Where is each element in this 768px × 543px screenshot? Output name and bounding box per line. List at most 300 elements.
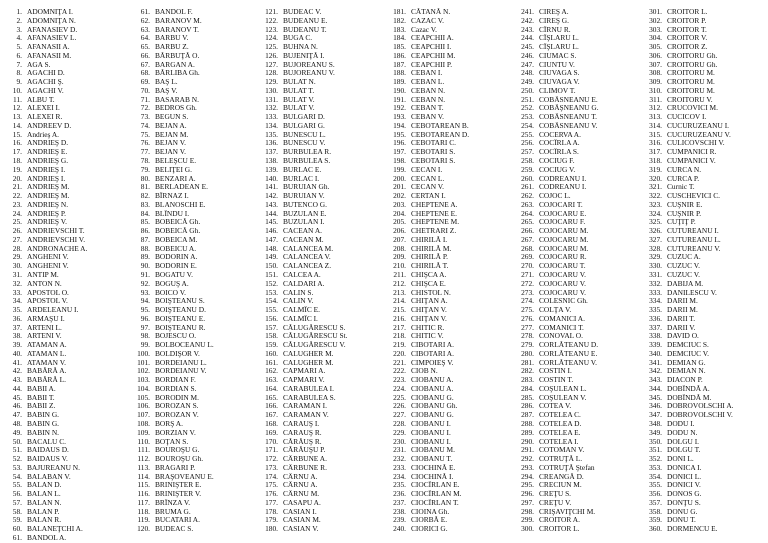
- list-item: [384, 26, 512, 35]
- entry-number: 225.: [393, 393, 406, 402]
- entry-name: CIOCHINĂ E.: [411, 463, 456, 472]
- list-item: [256, 473, 384, 482]
- list-item: [0, 236, 128, 245]
- entry-number: 336.: [649, 314, 662, 323]
- entry-number: 324.: [649, 209, 662, 218]
- entry-name: CIOBANU T.: [411, 455, 453, 464]
- entry-name: CALANCEA Z.: [283, 262, 332, 271]
- entry-number: 275.: [521, 306, 534, 315]
- list-item: [512, 280, 640, 289]
- entry-name: BÎRNAZ I.: [155, 192, 189, 201]
- list-item: [0, 245, 128, 254]
- entry-name: ANDRIEŞ M.: [27, 192, 70, 201]
- list-item: [384, 131, 512, 140]
- entry-number: 63.: [140, 25, 150, 34]
- entry-number: 256.: [521, 139, 534, 148]
- list-item: [128, 104, 256, 113]
- entry-number: 171.: [265, 446, 278, 455]
- entry-name: COJOCARU M.: [539, 227, 589, 236]
- entry-name: CIREŞ G.: [539, 16, 569, 25]
- entry-number: 133.: [265, 113, 278, 122]
- entry-name: DARII V.: [667, 323, 696, 332]
- entry-name: BALAN N.: [27, 498, 62, 507]
- entry-number: 20.: [12, 174, 22, 183]
- entry-name: CUZUC V.: [667, 262, 700, 271]
- list-item: [0, 43, 128, 52]
- list-item: [0, 262, 128, 271]
- entry-name: BOROZAN S.: [155, 402, 199, 411]
- list-item: [640, 280, 768, 289]
- entry-name: COTOMAN V.: [539, 446, 585, 455]
- entry-name: CRIŞAVIŢCHI M.: [539, 507, 596, 516]
- list-item: [640, 516, 768, 525]
- entry-name: AFANASII M.: [27, 51, 72, 60]
- entry-name: CĂRĂUŞ R.: [283, 437, 322, 446]
- entry-name: CIOCÎRLAN T.: [411, 498, 459, 507]
- entry-number: 277.: [521, 323, 534, 332]
- list-item: [0, 227, 128, 236]
- list-item: [384, 481, 512, 490]
- list-item: [640, 297, 768, 306]
- entry-name: BUJOREANU S.: [283, 60, 335, 69]
- list-item: [640, 253, 768, 262]
- entry-number: 56.: [12, 490, 22, 499]
- entry-number: 185.: [393, 43, 406, 52]
- entry-number: 312.: [649, 104, 662, 113]
- entry-number: 240.: [393, 525, 406, 534]
- entry-name: ANGHENI V.: [27, 262, 69, 271]
- entry-name: CREANGĂ D.: [539, 472, 584, 481]
- entry-number: 76.: [140, 139, 150, 148]
- entry-name: APOSTOL V.: [27, 297, 68, 306]
- entry-name: CUMPANICI V.: [667, 157, 716, 166]
- list-item: [0, 499, 128, 508]
- entry-number: 84.: [140, 209, 150, 218]
- entry-number: 10.: [12, 86, 22, 95]
- entry-number: 70.: [140, 86, 150, 95]
- entry-name: COTELEA E.: [539, 428, 581, 437]
- entry-number: 81.: [140, 183, 150, 192]
- entry-number: 24.: [12, 209, 22, 218]
- entry-number: 21.: [12, 183, 22, 192]
- entry-number: 105.: [137, 393, 150, 402]
- entry-number: 318.: [649, 157, 662, 166]
- list-item: [256, 402, 384, 411]
- entry-name: BOLDIŞOR V.: [155, 349, 200, 358]
- list-item: [512, 148, 640, 157]
- list-item: [0, 289, 128, 298]
- list-item: [512, 52, 640, 61]
- entry-name: CIOBANU M.: [411, 446, 455, 455]
- entry-number: 170.: [265, 437, 278, 446]
- entry-name: CEBOTARI S.: [411, 157, 456, 166]
- entry-number: 168.: [265, 419, 278, 428]
- entry-number: 164.: [265, 384, 278, 393]
- entry-name: BOBEICA M.: [155, 235, 198, 244]
- list-item: [128, 306, 256, 315]
- list-item: [0, 148, 128, 157]
- entry-name: CÂRBUNE A.: [283, 455, 327, 464]
- entry-name: CARABULEA S.: [283, 393, 336, 402]
- entry-name: BOIŞTEANU S.: [155, 297, 205, 306]
- list-item: [0, 420, 128, 429]
- entry-name: DOLGU T.: [667, 446, 701, 455]
- entry-number: 39.: [12, 341, 22, 350]
- entry-name: BOIŞTEANU D.: [155, 306, 206, 315]
- entry-number: 244.: [521, 34, 534, 43]
- list-item: [256, 227, 384, 236]
- entry-name: ARMAŞU I.: [27, 314, 65, 323]
- list-item: [384, 227, 512, 236]
- entry-number: 26.: [12, 227, 22, 236]
- entry-name: CURCA N.: [667, 165, 702, 174]
- entry-number: 329.: [649, 253, 662, 262]
- entry-number: 266.: [521, 227, 534, 236]
- list-item: [256, 446, 384, 455]
- entry-number: 350.: [649, 437, 662, 446]
- list-item: [640, 376, 768, 385]
- list-item: [640, 508, 768, 517]
- list-item: [128, 17, 256, 26]
- entry-number: 337.: [649, 323, 662, 332]
- entry-number: 233.: [393, 463, 406, 472]
- list-item: [512, 166, 640, 175]
- list-item: [0, 8, 128, 17]
- entry-number: 339.: [649, 341, 662, 350]
- entry-name: CALCEA A.: [283, 270, 321, 279]
- entry-number: 207.: [393, 235, 406, 244]
- entry-number: 161.: [265, 358, 278, 367]
- entry-name: DORMENCU E.: [667, 525, 718, 534]
- entry-name: BOLBOCEANU L.: [155, 341, 214, 350]
- name-column: [384, 8, 512, 543]
- entry-number: 186.: [393, 51, 406, 60]
- list-item: [128, 464, 256, 473]
- list-item: [0, 271, 128, 280]
- entry-name: BUDEAC S.: [155, 525, 194, 534]
- entry-number: 242.: [521, 16, 534, 25]
- entry-number: 150.: [265, 262, 278, 271]
- entry-number: 61.: [12, 533, 22, 542]
- entry-name: CUMPANICI R.: [667, 148, 717, 157]
- list-item: [128, 87, 256, 96]
- entry-name: CEAPCHII M.: [411, 51, 456, 60]
- entry-number: 73.: [140, 113, 150, 122]
- name-column: [128, 8, 256, 543]
- entry-name: BLÎNDU I.: [155, 209, 190, 218]
- entry-name: CUZUC V.: [667, 270, 700, 279]
- list-item: [256, 525, 384, 534]
- list-item: [384, 166, 512, 175]
- entry-number: 100.: [137, 349, 150, 358]
- entry-name: CHIRILĂ I.: [411, 235, 448, 244]
- list-item: [512, 464, 640, 473]
- entry-number: 299.: [521, 516, 534, 525]
- entry-name: ANDRIEVSCHI T.: [27, 227, 85, 236]
- entry-name: BEGUN S.: [155, 113, 189, 122]
- list-item: [0, 131, 128, 140]
- entry-number: 278.: [521, 332, 534, 341]
- entry-number: 210.: [393, 262, 406, 271]
- entry-name: DONOS G.: [667, 490, 702, 499]
- list-item: [128, 367, 256, 376]
- entry-number: 187.: [393, 60, 406, 69]
- entry-name: CUSCHEVICI C.: [667, 192, 720, 201]
- entry-name: CIORICI G.: [411, 525, 448, 534]
- list-item: [128, 43, 256, 52]
- entry-number: 113.: [137, 463, 150, 472]
- list-item: [384, 139, 512, 148]
- list-item: [128, 429, 256, 438]
- entry-number: 217.: [393, 323, 406, 332]
- list-item: [256, 455, 384, 464]
- entry-name: CORLĂTEANU E.: [539, 349, 598, 358]
- entry-name: APOSTOL O.: [27, 288, 69, 297]
- entry-number: 38.: [12, 332, 22, 341]
- list-item: [512, 385, 640, 394]
- entry-name: CHIŞCA E.: [411, 279, 446, 288]
- list-item: [0, 455, 128, 464]
- list-item: [128, 516, 256, 525]
- list-item: [640, 525, 768, 534]
- list-item: [512, 350, 640, 359]
- entry-name: COJOCARU F.: [539, 218, 586, 227]
- list-item: [640, 69, 768, 78]
- list-item: [512, 490, 640, 499]
- entry-number: 116.: [137, 490, 150, 499]
- entry-name: BUHNA N.: [283, 43, 318, 52]
- list-item: [512, 227, 640, 236]
- entry-name: CEBAN L.: [411, 78, 445, 87]
- entry-name: ANGHENI V.: [27, 253, 69, 262]
- entry-name: CÎŞLARU L.: [539, 43, 579, 52]
- entry-name: CROITORU M.: [667, 78, 715, 87]
- list-item: [384, 52, 512, 61]
- list-item: [640, 43, 768, 52]
- list-item: [384, 148, 512, 157]
- entry-number: 118.: [137, 507, 150, 516]
- list-item: [384, 122, 512, 131]
- list-item: [0, 297, 128, 306]
- list-item: [512, 17, 640, 26]
- entry-number: 71.: [140, 95, 150, 104]
- entry-number: 316.: [649, 139, 662, 148]
- list-item: [384, 473, 512, 482]
- entry-name: BOŢAN S.: [155, 437, 189, 446]
- entry-number: 36.: [12, 314, 22, 323]
- list-item: [640, 402, 768, 411]
- list-item: [384, 8, 512, 17]
- list-item: [0, 438, 128, 447]
- entry-number: 122.: [265, 16, 278, 25]
- list-item: [512, 455, 640, 464]
- entry-name: CIORBĂ E.: [411, 516, 448, 525]
- entry-number: 102.: [137, 367, 150, 376]
- entry-name: BUZULAN I.: [283, 218, 325, 227]
- entry-name: DODU I.: [667, 419, 695, 428]
- list-item: [512, 96, 640, 105]
- list-item: [128, 34, 256, 43]
- list-item: [384, 104, 512, 113]
- list-item: [384, 341, 512, 350]
- list-item: [256, 350, 384, 359]
- list-item: [256, 26, 384, 35]
- list-item: [128, 210, 256, 219]
- entry-name: ANTON N.: [27, 279, 62, 288]
- entry-name: CORLĂTEANU D.: [539, 341, 599, 350]
- entry-name: BORODIN M.: [155, 393, 199, 402]
- list-item: [384, 376, 512, 385]
- entry-name: BENZARI A.: [155, 174, 196, 183]
- entry-name: ANDRIEŞ V.: [27, 218, 67, 227]
- list-item: [512, 131, 640, 140]
- entry-number: 16.: [12, 139, 22, 148]
- entry-name: BOBEICĂ Gh.: [155, 218, 201, 227]
- list-item: [256, 516, 384, 525]
- entry-name: CUŞNIR P.: [667, 209, 702, 218]
- list-item: [640, 367, 768, 376]
- entry-number: 156.: [265, 314, 278, 323]
- list-item: [640, 464, 768, 473]
- list-item: [384, 490, 512, 499]
- list-item: [512, 78, 640, 87]
- list-item: [384, 516, 512, 525]
- entry-number: 22.: [12, 192, 22, 201]
- entry-number: 124.: [265, 34, 278, 43]
- entry-number: 220.: [393, 349, 406, 358]
- entry-number: 321.: [649, 183, 662, 192]
- entry-name: CERTAN I.: [411, 192, 446, 201]
- list-item: [640, 315, 768, 324]
- entry-name: BEJAN M.: [155, 130, 189, 139]
- list-item: [0, 534, 128, 543]
- entry-name: COTRUŢĂ L.: [539, 455, 583, 464]
- entry-name: BACALU C.: [27, 437, 67, 446]
- list-item: [0, 201, 128, 210]
- list-item: [0, 69, 128, 78]
- entry-name: CROITOR T.: [667, 25, 707, 34]
- list-item: [384, 271, 512, 280]
- list-item: [0, 306, 128, 315]
- entry-name: CEBAN N.: [411, 86, 446, 95]
- list-item: [0, 516, 128, 525]
- list-item: [384, 359, 512, 368]
- list-item: [640, 104, 768, 113]
- list-item: [384, 332, 512, 341]
- entry-name: COSTIN I.: [539, 367, 572, 376]
- list-item: [384, 113, 512, 122]
- entry-number: 206.: [393, 227, 406, 236]
- entry-name: ANDRIEŞ N.: [27, 200, 69, 209]
- entry-number: 5.: [16, 43, 22, 52]
- entry-number: 354.: [649, 472, 662, 481]
- entry-number: 346.: [649, 402, 662, 411]
- entry-number: 288.: [521, 419, 534, 428]
- entry-name: CONOVAL O.: [539, 332, 583, 341]
- entry-number: 211.: [393, 270, 406, 279]
- entry-name: CIOCÎRLAN E.: [411, 481, 460, 490]
- entry-number: 234.: [393, 472, 406, 481]
- entry-number: 148.: [265, 244, 278, 253]
- entry-name: CALUGHER M.: [283, 349, 334, 358]
- list-item: [640, 61, 768, 70]
- entry-name: CĂRĂUŞU P.: [283, 446, 326, 455]
- entry-name: DABIJA M.: [667, 279, 704, 288]
- entry-number: 349.: [649, 428, 662, 437]
- entry-name: BABĂRĂ L.: [27, 376, 67, 385]
- entry-name: CIOBANU A.: [411, 384, 454, 393]
- entry-number: 13.: [12, 113, 22, 122]
- list-item: [640, 481, 768, 490]
- entry-name: BURBULEA S.: [283, 157, 331, 166]
- entry-name: ANDRIEŞ I.: [27, 174, 66, 183]
- list-item: [256, 464, 384, 473]
- entry-name: CARAUŞ R.: [283, 428, 322, 437]
- list-item: [128, 218, 256, 227]
- list-item: [384, 385, 512, 394]
- entry-name: ANDRIEŞ M.: [27, 183, 70, 192]
- list-item: [0, 508, 128, 517]
- list-item: [128, 438, 256, 447]
- entry-number: 314.: [649, 121, 662, 130]
- entry-number: 134.: [265, 121, 278, 130]
- entry-number: 231.: [393, 446, 406, 455]
- entry-number: 138.: [265, 157, 278, 166]
- entry-number: 88.: [140, 244, 150, 253]
- list-item: [128, 78, 256, 87]
- entry-number: 129.: [265, 78, 278, 87]
- entry-name: CHEPTENE E.: [411, 209, 457, 218]
- list-item: [256, 201, 384, 210]
- entry-number: 251.: [521, 95, 534, 104]
- list-item: [512, 8, 640, 17]
- list-item: [0, 341, 128, 350]
- list-item: [512, 26, 640, 35]
- entry-name: CIOBANU Gh.: [411, 402, 458, 411]
- list-item: [384, 402, 512, 411]
- list-item: [640, 490, 768, 499]
- entry-name: COJOCARU V.: [539, 279, 586, 288]
- entry-number: 75.: [140, 130, 150, 139]
- list-item: [512, 315, 640, 324]
- entry-number: 143.: [265, 200, 278, 209]
- entry-name: BOIŞTEANU E.: [155, 314, 206, 323]
- list-item: [128, 8, 256, 17]
- entry-name: BUDEANU E.: [283, 16, 328, 25]
- list-item: [0, 350, 128, 359]
- entry-number: 284.: [521, 384, 534, 393]
- entry-name: BULGARI D.: [283, 113, 325, 122]
- entry-name: DEMIAN N.: [667, 367, 706, 376]
- list-item: [512, 201, 640, 210]
- entry-name: BABIN N.: [27, 428, 60, 437]
- entry-name: BORDIAN S.: [155, 384, 197, 393]
- list-item: [128, 473, 256, 482]
- entry-number: 3.: [16, 25, 22, 34]
- entry-name: CODREANU I.: [539, 174, 587, 183]
- entry-name: ANTIP M.: [27, 270, 59, 279]
- entry-number: 332.: [649, 279, 662, 288]
- entry-number: 308.: [649, 69, 662, 78]
- list-item: [384, 306, 512, 315]
- entry-name: BALANEŢCHI A.: [27, 525, 83, 534]
- entry-name: ALEXEI R.: [27, 113, 63, 122]
- entry-name: CALANCEA M.: [283, 244, 334, 253]
- list-item: [256, 17, 384, 26]
- list-item: [512, 69, 640, 78]
- entry-name: AGA S.: [27, 60, 51, 69]
- list-item: [640, 473, 768, 482]
